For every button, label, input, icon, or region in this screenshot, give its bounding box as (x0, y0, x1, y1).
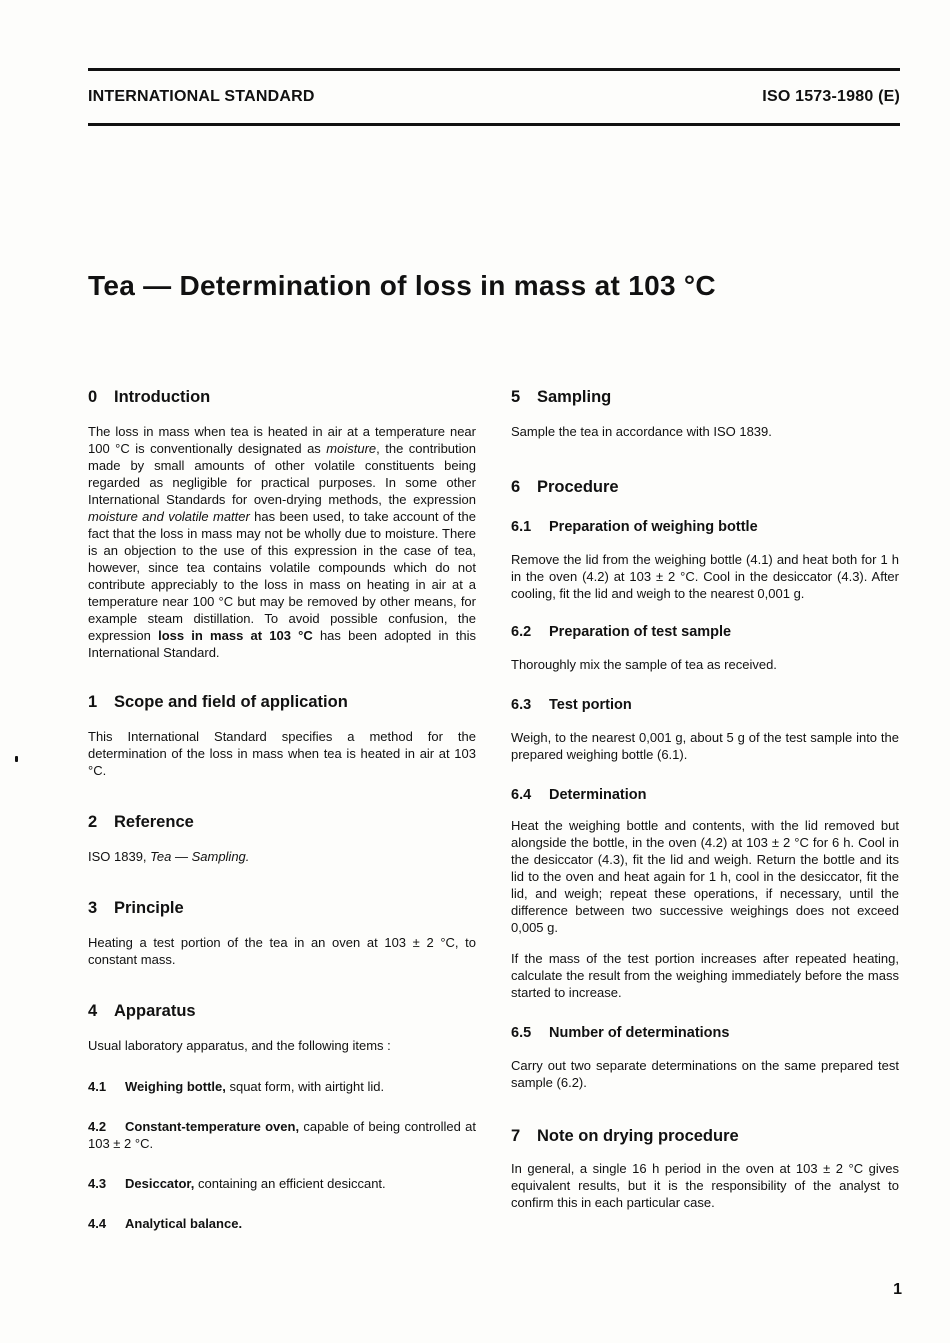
left-column (88, 388, 476, 1232)
apparatus-item: 4.2 Constant-temperature oven, capable of being controlled at 103 ± 2 °C. (88, 1119, 476, 1151)
header-bottom-rule (88, 123, 900, 126)
drying-note-text: In general, a single 16 h period in the oven at 103 ± 2 °C gives equivalent results, but it is the responsibility of the analyst to confirm this in each particular case. (511, 1161, 899, 1210)
subsection-6-3-heading: 6.3 Test portion (511, 697, 632, 713)
apparatus-item: 4.4 Analytical balance. (88, 1216, 243, 1231)
apparatus-item: 4.3 Desiccator, containing an efficient desiccant. (88, 1176, 386, 1191)
document-type-label: INTERNATIONAL STANDARD (88, 88, 315, 105)
determination-text: Heat the weighing bottle and contents, with the lid removed but alongside the bottle, in the oven (4.2) at 103 ± 2 °C for 6 h. Cool in the desiccator (4.3), fit the lid and weigh. Return the bottle and its lid to the oven and heat again for 1 h, cool in the desiccator, fit the lid, and weigh; repeat these operations, if necessary, until the difference between two successive weighings does not exceed 0,005 g. (511, 818, 899, 935)
section-6-heading: 6 Procedure (511, 478, 619, 496)
margin-mark (15, 756, 18, 762)
apparatus-intro: Usual laboratory apparatus, and the following items : (88, 1038, 391, 1053)
section-1-heading: 1 Scope and field of application (88, 693, 348, 711)
page-number: 1 (893, 1281, 902, 1298)
section-0-heading: 0 Introduction (88, 388, 211, 406)
section-3-heading: 3 Principle (88, 899, 184, 917)
subsection-6-5-heading: 6.5 Number of determinations (511, 1025, 730, 1041)
subsection-6-1-heading: 6.1 Preparation of weighing bottle (511, 519, 758, 535)
page-title: Tea — Determination of loss in mass at 103 °C (88, 270, 716, 301)
principle-text: Heating a test portion of the tea in an oven at 103 ± 2 °C, to constant mass. (88, 935, 476, 967)
sampling-text: Sample the tea in accordance with ISO 1839. (511, 424, 772, 439)
determination-note-text: If the mass of the test portion increases after repeated heating, calculate the result from the weighing immediately before the mass started to increase. (511, 951, 899, 1000)
section-2-heading: 2 Reference (88, 813, 194, 831)
scope-text: This International Standard specifies a method for the determination of the loss in mass when tea is heated in air at 103 °C. (88, 729, 476, 778)
subsection-6-4-heading: 6.4 Determination (511, 787, 647, 803)
subsection-6-2-heading: 6.2 Preparation of test sample (511, 624, 732, 640)
section-7-heading: 7 Note on drying procedure (511, 1127, 739, 1145)
weighing-bottle-prep-text: Remove the lid from the weighing bottle (4.1) and heat both for 1 h in the oven (4.2) at 103 ± 2 °C. Cool in the desiccator (4.3). After cooling, fit the lid and weigh to the nearest 0,001 g. (511, 552, 899, 601)
reference-text: ISO 1839, Tea — Sampling. (88, 849, 250, 864)
test-portion-text: Weigh, to the nearest 0,001 g, about 5 g of the test sample into the prepared weighing bottle (6.1). (511, 730, 899, 762)
section-4-heading: 4 Apparatus (88, 1002, 196, 1020)
test-sample-prep-text: Thoroughly mix the sample of tea as received. (511, 657, 777, 672)
right-column (511, 388, 899, 1211)
number-of-determinations-text: Carry out two separate determinations on the same prepared test sample (6.2). (511, 1058, 899, 1090)
apparatus-item: 4.1 Weighing bottle, squat form, with airtight lid. (88, 1079, 385, 1094)
section-5-heading: 5 Sampling (511, 388, 612, 406)
header-top-rule (88, 68, 900, 71)
standard-number: ISO 1573-1980 (E) (762, 88, 900, 105)
introduction-text: The loss in mass when tea is heated in air at a temperature near 100 °C is conventionally designated as moisture, the contribution made by small amounts of other volatile constituents being regarded as negligible for practical purposes. In some other International Standards for oven-drying methods, the expression moisture and volatile matter has been used, to take account of the fact that the loss in mass may not be wholly due to moisture. There is an objection to the use of this expression in the case of tea, however, since tea contains volatile compounds which do not contribute appreciably to the loss in mass on heating in air at a temperature near 100 °C but may be removed by other means, for example steam distillation. To avoid possible confusion, the expression loss in mass at 103 °C has been adopted in this International Standard. (88, 424, 477, 660)
